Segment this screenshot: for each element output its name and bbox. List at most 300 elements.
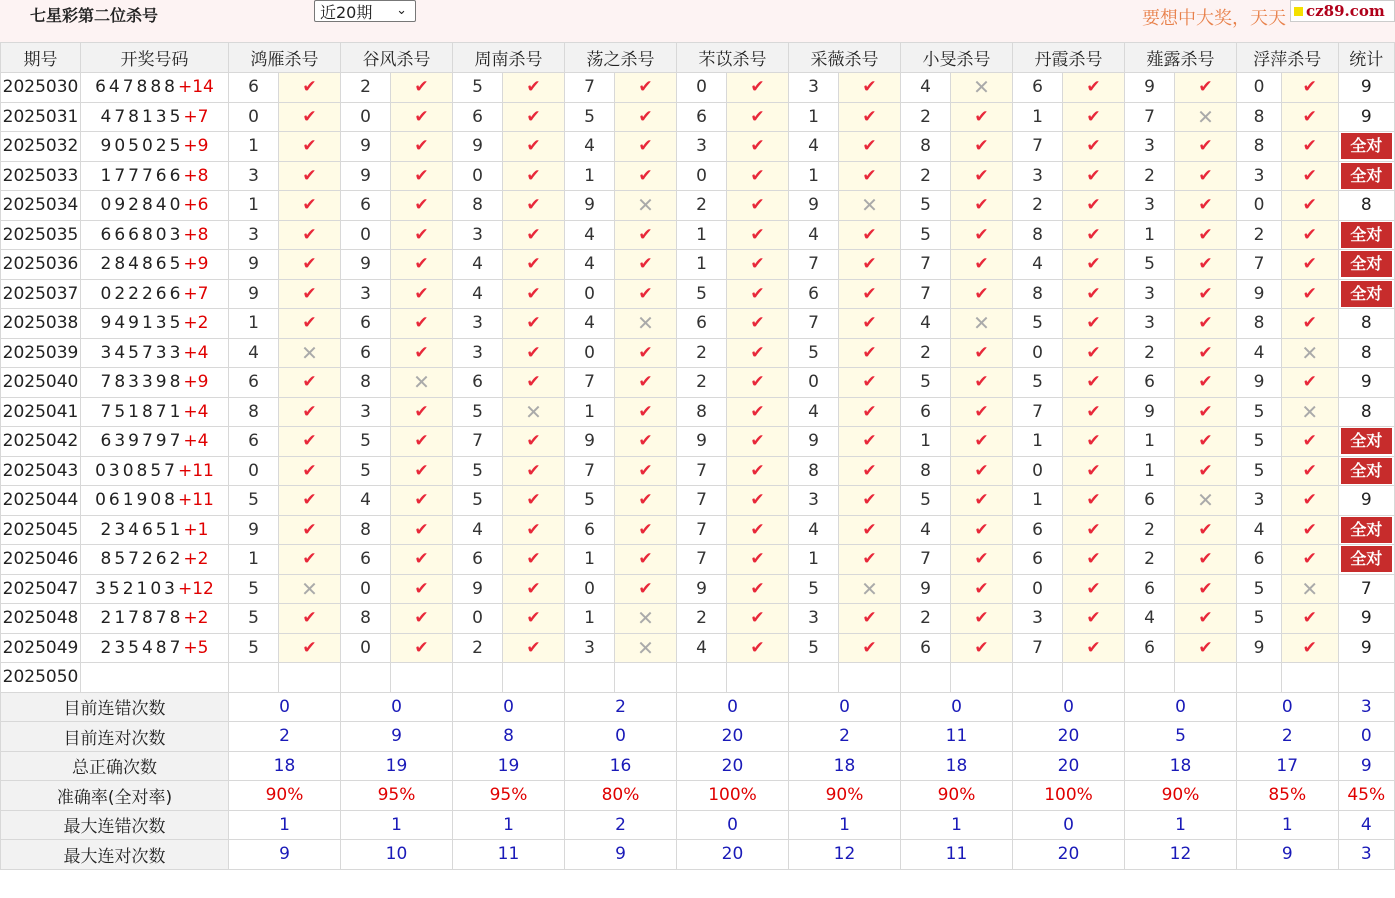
column-header: 统计 bbox=[1338, 43, 1395, 73]
table-row bbox=[1, 486, 1395, 516]
current-period-row bbox=[1, 663, 1395, 693]
empty-cell bbox=[279, 663, 341, 693]
kill-number-cell: 5 bbox=[677, 279, 727, 309]
check-icon: ✔ bbox=[951, 191, 1013, 221]
draw-number-cell bbox=[81, 633, 229, 663]
draw-number-cell bbox=[81, 73, 229, 103]
draw-digits: 949135 bbox=[100, 313, 184, 334]
summary-value: 1 bbox=[789, 810, 901, 840]
check-icon: ✔ bbox=[839, 338, 901, 368]
check-icon: ✔ bbox=[279, 545, 341, 575]
check-icon: ✔ bbox=[1063, 456, 1125, 486]
summary-label: 最大连对次数 bbox=[1, 840, 229, 870]
draw-digits: 352103 bbox=[95, 578, 178, 599]
kill-number-cell: 4 bbox=[453, 250, 503, 280]
kill-number-cell: 1 bbox=[1013, 427, 1063, 457]
kill-number-cell: 6 bbox=[565, 515, 615, 545]
summary-value: 11 bbox=[453, 840, 565, 870]
table-row bbox=[1, 250, 1395, 280]
kill-number-cell: 4 bbox=[677, 633, 727, 663]
draw-number-cell bbox=[81, 161, 229, 191]
kill-number-cell: 3 bbox=[1125, 279, 1175, 309]
draw-sum: +11 bbox=[178, 490, 214, 511]
kill-number-cell: 5 bbox=[453, 486, 503, 516]
kill-number-cell: 6 bbox=[677, 102, 727, 132]
check-icon: ✔ bbox=[1063, 191, 1125, 221]
chevron-down-icon: ⌄ bbox=[396, 3, 407, 18]
cross-icon: ✕ bbox=[615, 191, 677, 221]
kill-number-cell: 2 bbox=[1125, 161, 1175, 191]
table-row bbox=[1, 545, 1395, 575]
check-icon: ✔ bbox=[503, 338, 565, 368]
current-kill-number: 5 bbox=[1013, 663, 1063, 693]
stat-cell: 9 bbox=[1338, 486, 1395, 516]
summary-value: 0 bbox=[1013, 810, 1125, 840]
kill-number-cell: 7 bbox=[565, 73, 615, 103]
check-icon: ✔ bbox=[839, 515, 901, 545]
kill-number-cell: 6 bbox=[341, 309, 391, 339]
draw-digits: 235487 bbox=[100, 637, 184, 658]
table-header-row bbox=[1, 43, 1395, 73]
check-icon: ✔ bbox=[1063, 427, 1125, 457]
empty-cell bbox=[951, 663, 1013, 693]
check-icon: ✔ bbox=[1282, 250, 1339, 280]
kill-number-cell: 0 bbox=[341, 633, 391, 663]
summary-value: 80% bbox=[565, 781, 677, 811]
kill-number-cell: 4 bbox=[1013, 250, 1063, 280]
check-icon: ✔ bbox=[503, 604, 565, 634]
check-icon: ✔ bbox=[1282, 545, 1339, 575]
summary-value: 0 bbox=[341, 692, 453, 722]
check-icon: ✔ bbox=[1175, 338, 1237, 368]
stat-cell: 8 bbox=[1338, 397, 1395, 427]
kill-number-cell: 1 bbox=[901, 427, 951, 457]
kill-number-cell: 5 bbox=[901, 486, 951, 516]
summary-value: 0 bbox=[1338, 722, 1395, 752]
kill-number-cell: 0 bbox=[1013, 456, 1063, 486]
draw-sum: +5 bbox=[183, 637, 209, 658]
kill-number-cell: 6 bbox=[1125, 633, 1175, 663]
check-icon: ✔ bbox=[727, 397, 789, 427]
cross-icon: ✕ bbox=[503, 397, 565, 427]
kill-number-cell: 1 bbox=[229, 309, 279, 339]
kill-number-cell: 8 bbox=[789, 456, 839, 486]
summary-value: 90% bbox=[789, 781, 901, 811]
draw-sum: +4 bbox=[183, 342, 209, 363]
kill-number-cell: 9 bbox=[677, 574, 727, 604]
table-row bbox=[1, 73, 1395, 103]
check-icon: ✔ bbox=[503, 73, 565, 103]
summary-value: 10 bbox=[341, 840, 453, 870]
summary-value: 45% bbox=[1338, 781, 1395, 811]
check-icon: ✔ bbox=[727, 633, 789, 663]
check-icon: ✔ bbox=[279, 279, 341, 309]
kill-number-cell: 6 bbox=[341, 191, 391, 221]
kill-number-cell: 2 bbox=[901, 604, 951, 634]
kill-number-cell: 1 bbox=[1013, 486, 1063, 516]
check-icon: ✔ bbox=[839, 309, 901, 339]
stat-cell bbox=[1338, 427, 1395, 457]
kill-number-cell: 6 bbox=[1237, 545, 1282, 575]
check-icon: ✔ bbox=[839, 633, 901, 663]
check-icon: ✔ bbox=[1063, 250, 1125, 280]
summary-value: 95% bbox=[341, 781, 453, 811]
summary-value: 18 bbox=[789, 751, 901, 781]
check-icon: ✔ bbox=[839, 132, 901, 162]
kill-number-cell: 0 bbox=[341, 574, 391, 604]
draw-digits: 061908 bbox=[95, 490, 178, 511]
check-icon: ✔ bbox=[1282, 368, 1339, 398]
kill-number-cell: 5 bbox=[229, 633, 279, 663]
check-icon: ✔ bbox=[503, 486, 565, 516]
check-icon: ✔ bbox=[391, 102, 453, 132]
column-header: 荡之杀号 bbox=[565, 43, 677, 73]
check-icon: ✔ bbox=[279, 633, 341, 663]
check-icon: ✔ bbox=[279, 515, 341, 545]
kill-number-cell: 4 bbox=[901, 309, 951, 339]
kill-number-cell: 5 bbox=[229, 604, 279, 634]
kill-number-cell: 5 bbox=[1237, 574, 1282, 604]
kill-number-cell: 7 bbox=[453, 427, 503, 457]
kill-number-cell: 9 bbox=[1125, 73, 1175, 103]
check-icon: ✔ bbox=[1063, 220, 1125, 250]
summary-value: 9 bbox=[1237, 840, 1339, 870]
check-icon: ✔ bbox=[951, 545, 1013, 575]
kill-number-cell: 7 bbox=[901, 545, 951, 575]
draw-number-cell bbox=[81, 309, 229, 339]
all-correct-badge: 全对 bbox=[1341, 546, 1393, 572]
kill-number-cell: 1 bbox=[1125, 456, 1175, 486]
column-header: 开奖号码 bbox=[81, 43, 229, 73]
kill-number-cell: 6 bbox=[229, 368, 279, 398]
kill-number-cell: 4 bbox=[789, 397, 839, 427]
summary-value: 20 bbox=[677, 751, 789, 781]
all-correct-badge: 全对 bbox=[1341, 163, 1393, 189]
stat-cell: 9 bbox=[1338, 604, 1395, 634]
check-icon: ✔ bbox=[951, 220, 1013, 250]
period-cell: 2025049 bbox=[1, 633, 81, 663]
empty-cell bbox=[1063, 663, 1125, 693]
draw-digits: 284865 bbox=[100, 254, 184, 275]
column-header: 小旻杀号 bbox=[901, 43, 1013, 73]
current-kill-number: 4 bbox=[901, 663, 951, 693]
check-icon: ✔ bbox=[1063, 279, 1125, 309]
check-icon: ✔ bbox=[727, 161, 789, 191]
check-icon: ✔ bbox=[727, 427, 789, 457]
period-cell: 2025038 bbox=[1, 309, 81, 339]
check-icon: ✔ bbox=[279, 250, 341, 280]
kill-number-cell: 6 bbox=[1125, 574, 1175, 604]
kill-number-cell: 0 bbox=[1237, 73, 1282, 103]
kill-number-cell: 0 bbox=[1013, 338, 1063, 368]
kill-number-cell: 1 bbox=[1013, 102, 1063, 132]
stat-cell bbox=[1338, 545, 1395, 575]
kill-number-cell: 5 bbox=[1237, 427, 1282, 457]
kill-number-cell: 4 bbox=[565, 309, 615, 339]
column-header: 浮萍杀号 bbox=[1237, 43, 1339, 73]
check-icon: ✔ bbox=[503, 191, 565, 221]
check-icon: ✔ bbox=[839, 161, 901, 191]
check-icon: ✔ bbox=[391, 486, 453, 516]
kill-number-cell: 3 bbox=[1125, 132, 1175, 162]
draw-digits: 092840 bbox=[100, 195, 184, 216]
check-icon: ✔ bbox=[839, 279, 901, 309]
kill-number-cell: 8 bbox=[1237, 132, 1282, 162]
check-icon: ✔ bbox=[503, 368, 565, 398]
column-header: 芣苡杀号 bbox=[677, 43, 789, 73]
summary-value: 11 bbox=[901, 722, 1013, 752]
kill-number-cell: 5 bbox=[901, 368, 951, 398]
check-icon: ✔ bbox=[1063, 338, 1125, 368]
summary-value: 0 bbox=[901, 692, 1013, 722]
kill-number-cell: 1 bbox=[229, 132, 279, 162]
kill-number-cell: 6 bbox=[1013, 73, 1063, 103]
kill-number-cell: 2 bbox=[1125, 545, 1175, 575]
draw-number-cell bbox=[81, 604, 229, 634]
table-row bbox=[1, 427, 1395, 457]
check-icon: ✔ bbox=[391, 191, 453, 221]
site-logo[interactable] bbox=[1290, 0, 1395, 22]
check-icon: ✔ bbox=[951, 427, 1013, 457]
check-icon: ✔ bbox=[279, 132, 341, 162]
period-select[interactable] bbox=[314, 0, 416, 22]
kill-number-cell: 9 bbox=[229, 515, 279, 545]
kill-number-cell: 2 bbox=[341, 73, 391, 103]
summary-value: 2 bbox=[565, 692, 677, 722]
draw-sum: +4 bbox=[183, 431, 209, 452]
current-kill-number: 6 bbox=[1125, 663, 1175, 693]
check-icon: ✔ bbox=[839, 368, 901, 398]
check-icon: ✔ bbox=[391, 73, 453, 103]
kill-number-cell: 0 bbox=[453, 161, 503, 191]
check-icon: ✔ bbox=[951, 161, 1013, 191]
check-icon: ✔ bbox=[839, 604, 901, 634]
kill-number-cell: 9 bbox=[565, 427, 615, 457]
draw-digits: 783398 bbox=[100, 372, 184, 393]
all-correct-badge: 全对 bbox=[1341, 251, 1393, 277]
check-icon: ✔ bbox=[1282, 456, 1339, 486]
kill-number-cell: 9 bbox=[1237, 279, 1282, 309]
kill-number-cell: 8 bbox=[341, 604, 391, 634]
kill-number-cell: 4 bbox=[341, 486, 391, 516]
check-icon: ✔ bbox=[1282, 486, 1339, 516]
kill-number-cell: 9 bbox=[229, 250, 279, 280]
kill-number-cell: 3 bbox=[677, 132, 727, 162]
summary-value: 12 bbox=[789, 840, 901, 870]
check-icon: ✔ bbox=[1175, 309, 1237, 339]
check-icon: ✔ bbox=[503, 279, 565, 309]
check-icon: ✔ bbox=[503, 102, 565, 132]
stat-cell bbox=[1338, 456, 1395, 486]
kill-number-cell: 6 bbox=[901, 633, 951, 663]
kill-number-cell: 2 bbox=[901, 102, 951, 132]
summary-row bbox=[1, 781, 1395, 811]
draw-sum: +14 bbox=[178, 77, 214, 98]
check-icon: ✔ bbox=[1063, 161, 1125, 191]
summary-row bbox=[1, 722, 1395, 752]
summary-value: 90% bbox=[1125, 781, 1237, 811]
check-icon: ✔ bbox=[503, 633, 565, 663]
kill-number-cell: 4 bbox=[1125, 604, 1175, 634]
draw-number-cell bbox=[81, 279, 229, 309]
logo-square-icon bbox=[1294, 7, 1303, 16]
check-icon: ✔ bbox=[615, 220, 677, 250]
kill-number-cell: 9 bbox=[229, 279, 279, 309]
period-cell: 2025032 bbox=[1, 132, 81, 162]
check-icon: ✔ bbox=[391, 574, 453, 604]
summary-value: 1 bbox=[901, 810, 1013, 840]
draw-digits: 217878 bbox=[100, 608, 184, 629]
draw-sum: +2 bbox=[183, 549, 209, 570]
summary-value: 0 bbox=[677, 810, 789, 840]
summary-row bbox=[1, 692, 1395, 722]
draw-sum: +7 bbox=[183, 283, 209, 304]
check-icon: ✔ bbox=[839, 250, 901, 280]
summary-value: 1 bbox=[1125, 810, 1237, 840]
stat-cell bbox=[1338, 279, 1395, 309]
check-icon: ✔ bbox=[615, 73, 677, 103]
column-header: 鸿雁杀号 bbox=[229, 43, 341, 73]
check-icon: ✔ bbox=[951, 486, 1013, 516]
draw-number-cell bbox=[81, 191, 229, 221]
kill-number-cell: 0 bbox=[1013, 574, 1063, 604]
cross-icon: ✕ bbox=[1282, 397, 1339, 427]
kill-number-cell: 5 bbox=[453, 397, 503, 427]
draw-digits: 030857 bbox=[95, 460, 178, 481]
summary-value: 1 bbox=[453, 810, 565, 840]
summary-label: 目前连错次数 bbox=[1, 692, 229, 722]
summary-row bbox=[1, 751, 1395, 781]
table-row bbox=[1, 279, 1395, 309]
kill-number-cell: 4 bbox=[789, 132, 839, 162]
summary-value: 0 bbox=[1013, 692, 1125, 722]
kill-number-cell: 5 bbox=[229, 574, 279, 604]
cross-icon: ✕ bbox=[391, 368, 453, 398]
check-icon: ✔ bbox=[391, 515, 453, 545]
kill-number-cell: 0 bbox=[453, 604, 503, 634]
summary-value: 19 bbox=[341, 751, 453, 781]
check-icon: ✔ bbox=[503, 427, 565, 457]
check-icon: ✔ bbox=[1175, 220, 1237, 250]
kill-number-cell: 6 bbox=[789, 279, 839, 309]
summary-value: 9 bbox=[1338, 751, 1395, 781]
check-icon: ✔ bbox=[1063, 604, 1125, 634]
check-icon: ✔ bbox=[391, 604, 453, 634]
check-icon: ✔ bbox=[1282, 220, 1339, 250]
kill-number-cell: 0 bbox=[565, 279, 615, 309]
summary-value: 85% bbox=[1237, 781, 1339, 811]
current-kill-number: 9 bbox=[341, 663, 391, 693]
kill-number-cell: 8 bbox=[229, 397, 279, 427]
kill-number-cell: 2 bbox=[677, 368, 727, 398]
kill-number-cell: 7 bbox=[1237, 250, 1282, 280]
summary-value: 100% bbox=[677, 781, 789, 811]
draw-sum: +2 bbox=[183, 313, 209, 334]
check-icon: ✔ bbox=[1175, 397, 1237, 427]
check-icon: ✔ bbox=[1175, 545, 1237, 575]
check-icon: ✔ bbox=[839, 73, 901, 103]
all-correct-badge: 全对 bbox=[1341, 281, 1393, 307]
draw-digits: 905025 bbox=[100, 136, 184, 157]
all-correct-badge: 全对 bbox=[1341, 133, 1393, 159]
check-icon: ✔ bbox=[951, 368, 1013, 398]
check-icon: ✔ bbox=[279, 220, 341, 250]
summary-label: 目前连对次数 bbox=[1, 722, 229, 752]
kill-number-cell: 4 bbox=[1237, 338, 1282, 368]
check-icon: ✔ bbox=[1282, 633, 1339, 663]
summary-value: 17 bbox=[1237, 751, 1339, 781]
summary-value: 9 bbox=[565, 840, 677, 870]
kill-number-cell: 5 bbox=[789, 574, 839, 604]
kill-number-cell: 3 bbox=[453, 220, 503, 250]
check-icon: ✔ bbox=[503, 574, 565, 604]
draw-number-cell bbox=[81, 220, 229, 250]
kill-number-cell: 0 bbox=[341, 102, 391, 132]
check-icon: ✔ bbox=[279, 161, 341, 191]
cross-icon: ✕ bbox=[951, 73, 1013, 103]
table-row bbox=[1, 368, 1395, 398]
summary-value: 20 bbox=[1013, 840, 1125, 870]
kill-number-cell: 9 bbox=[789, 427, 839, 457]
column-header: 谷风杀号 bbox=[341, 43, 453, 73]
check-icon: ✔ bbox=[951, 456, 1013, 486]
kill-number-cell: 6 bbox=[1125, 368, 1175, 398]
summary-value: 0 bbox=[1125, 692, 1237, 722]
kill-number-cell: 7 bbox=[677, 515, 727, 545]
check-icon: ✔ bbox=[727, 309, 789, 339]
period-cell: 2025044 bbox=[1, 486, 81, 516]
kill-number-cell: 5 bbox=[901, 220, 951, 250]
kill-number-cell: 6 bbox=[229, 73, 279, 103]
kill-number-cell: 2 bbox=[901, 338, 951, 368]
summary-value: 3 bbox=[1338, 692, 1395, 722]
table-row bbox=[1, 633, 1395, 663]
check-icon: ✔ bbox=[391, 545, 453, 575]
table-row bbox=[1, 456, 1395, 486]
kill-number-cell: 8 bbox=[1013, 279, 1063, 309]
cross-icon: ✕ bbox=[1175, 102, 1237, 132]
kill-number-cell: 1 bbox=[789, 545, 839, 575]
cross-icon: ✕ bbox=[1282, 574, 1339, 604]
kill-number-cell: 3 bbox=[789, 486, 839, 516]
table-row bbox=[1, 102, 1395, 132]
draw-sum: +4 bbox=[183, 401, 209, 422]
kill-number-cell: 4 bbox=[789, 515, 839, 545]
kill-number-cell: 3 bbox=[1237, 161, 1282, 191]
kill-number-cell: 3 bbox=[789, 73, 839, 103]
check-icon: ✔ bbox=[727, 102, 789, 132]
summary-value: 2 bbox=[1237, 722, 1339, 752]
check-icon: ✔ bbox=[615, 338, 677, 368]
kill-number-cell: 3 bbox=[789, 604, 839, 634]
slogan-link[interactable]: 要想中大奖，天天 bbox=[1142, 8, 1286, 29]
kill-number-cell: 2 bbox=[1125, 338, 1175, 368]
kill-number-cell: 2 bbox=[901, 161, 951, 191]
table-row bbox=[1, 515, 1395, 545]
kill-number-cell: 9 bbox=[901, 574, 951, 604]
kill-number-cell: 8 bbox=[677, 397, 727, 427]
summary-value: 20 bbox=[677, 840, 789, 870]
kill-number-cell: 6 bbox=[341, 338, 391, 368]
draw-sum: +8 bbox=[183, 224, 209, 245]
check-icon: ✔ bbox=[1175, 604, 1237, 634]
cross-icon: ✕ bbox=[839, 191, 901, 221]
summary-value: 2 bbox=[565, 810, 677, 840]
kill-number-cell: 6 bbox=[341, 545, 391, 575]
check-icon: ✔ bbox=[1175, 279, 1237, 309]
draw-digits: 857262 bbox=[100, 549, 184, 570]
summary-value: 2 bbox=[229, 722, 341, 752]
